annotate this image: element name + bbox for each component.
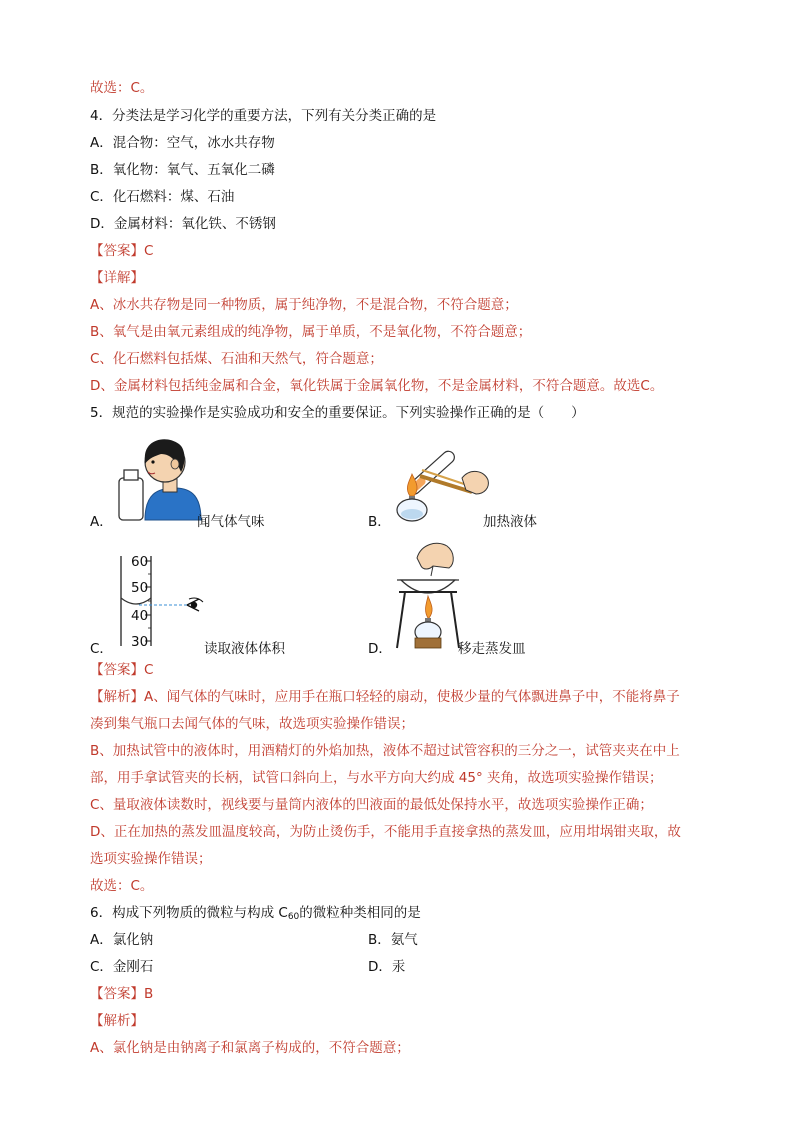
q6-analysis-line-1: A、氯化钠是由钠离子和氯离子构成的，不符合题意；	[90, 1040, 410, 1056]
q4-option-d: D．金属材料：氧化铁、不锈钢	[90, 216, 276, 232]
smell-gas-illustration	[115, 432, 205, 524]
graduated-cylinder-illustration	[115, 552, 210, 650]
q5-analysis-line-7: 选项实验操作错误；	[90, 851, 212, 867]
q6-option-d: D．汞	[368, 959, 406, 975]
q5-analysis-line-2: 凑到集气瓶口去闻气体的气味，故选项实验操作错误；	[90, 716, 414, 732]
q5-analysis-label: 【解析】	[90, 689, 144, 705]
q5-analysis-label-line	[90, 688, 680, 706]
fig-b-letter: B．	[368, 514, 391, 530]
q5-analysis-line-1: A、闻气体的气味时，应用手在瓶口轻轻的扇动，使极少量的气体飘进鼻子中，不能将鼻子	[144, 689, 680, 705]
tick-label-60: 60	[131, 554, 149, 570]
q5-answer: 【答案】C	[90, 662, 154, 678]
tick-label-40: 40	[131, 608, 149, 624]
fig-b-caption: 加热液体	[483, 514, 537, 530]
previous-answer: 故选：C。	[90, 80, 154, 96]
q6-analysis-label: 【解析】	[90, 1013, 144, 1029]
q5-stem: 5．规范的实验操作是实验成功和安全的重要保证。下列实验操作正确的是（ ）	[90, 405, 585, 421]
q4-stem: 4．分类法是学习化学的重要方法，下列有关分类正确的是	[90, 108, 437, 124]
q4-explanation-c: C、化石燃料包括煤、石油和天然气，符合题意；	[90, 351, 383, 367]
q6-option-b: B．氨气	[368, 932, 418, 948]
q5-analysis-line-6: D、正在加热的蒸发皿温度较高，为防止烫伤手，不能用手直接拿热的蒸发皿，应用坩埚钳夹取，故	[90, 824, 681, 840]
fig-a-letter: A．	[90, 514, 113, 530]
q6-answer: 【答案】B	[90, 986, 154, 1002]
q4-option-a: A．混合物：空气，冰水共存物	[90, 135, 275, 151]
q5-analysis-line-4: 部，用手拿试管夹的长柄，试管口斜向上，与水平方向大约成 45° 夹角，故选项实验操作错误；	[90, 770, 663, 786]
q4-option-c: C．化石燃料：煤、石油	[90, 189, 235, 205]
fig-c-letter: C．	[90, 641, 113, 657]
evaporating-dish-illustration	[393, 536, 463, 652]
q5-final-answer: 故选：C。	[90, 878, 154, 894]
q5-analysis-line-5: C、量取液体读数时，视线要与量筒内液体的凹液面的最低处保持水平，故选项实验操作正确；	[90, 797, 653, 813]
q6-option-c: C．金刚石	[90, 959, 154, 975]
q6-stem-before: 6．构成下列物质的微粒与构成 C	[90, 905, 288, 921]
q4-explanation-b: B、氧气是由氧元素组成的纯净物，属于单质，不是氧化物，不符合题意；	[90, 324, 532, 340]
q4-explanation-d: D、金属材料包括纯金属和合金，氧化铁属于金属氧化物，不是金属材料，不符合题意。故选C。	[90, 378, 664, 394]
fig-d-caption: 移走蒸发皿	[458, 641, 526, 657]
q5-analysis-line-3: B、加热试管中的液体时，用酒精灯的外焰加热，液体不超过试管容积的三分之一，试管夹夹在中上	[90, 743, 680, 759]
fig-d-letter: D．	[368, 641, 392, 657]
q6-stem-after: 的微粒种类相同的是	[299, 905, 421, 921]
heat-liquid-illustration	[392, 432, 492, 524]
q4-detail-label: 【详解】	[90, 270, 144, 286]
q6-option-a: A．氯化钠	[90, 932, 154, 948]
tick-label-50: 50	[131, 580, 149, 596]
q6-stem	[90, 904, 421, 926]
q4-option-b: B．氧化物：氧气、五氧化二磷	[90, 162, 275, 178]
tick-label-30: 30	[131, 634, 149, 650]
fig-c-caption: 读取液体体积	[204, 641, 285, 657]
q4-answer: 【答案】C	[90, 243, 154, 259]
q4-explanation-a: A、冰水共存物是同一种物质，属于纯净物，不是混合物，不符合题意；	[90, 297, 518, 313]
q6-stem-subscript: 60	[287, 912, 300, 922]
fig-a-caption: 闻气体气味	[197, 514, 265, 530]
